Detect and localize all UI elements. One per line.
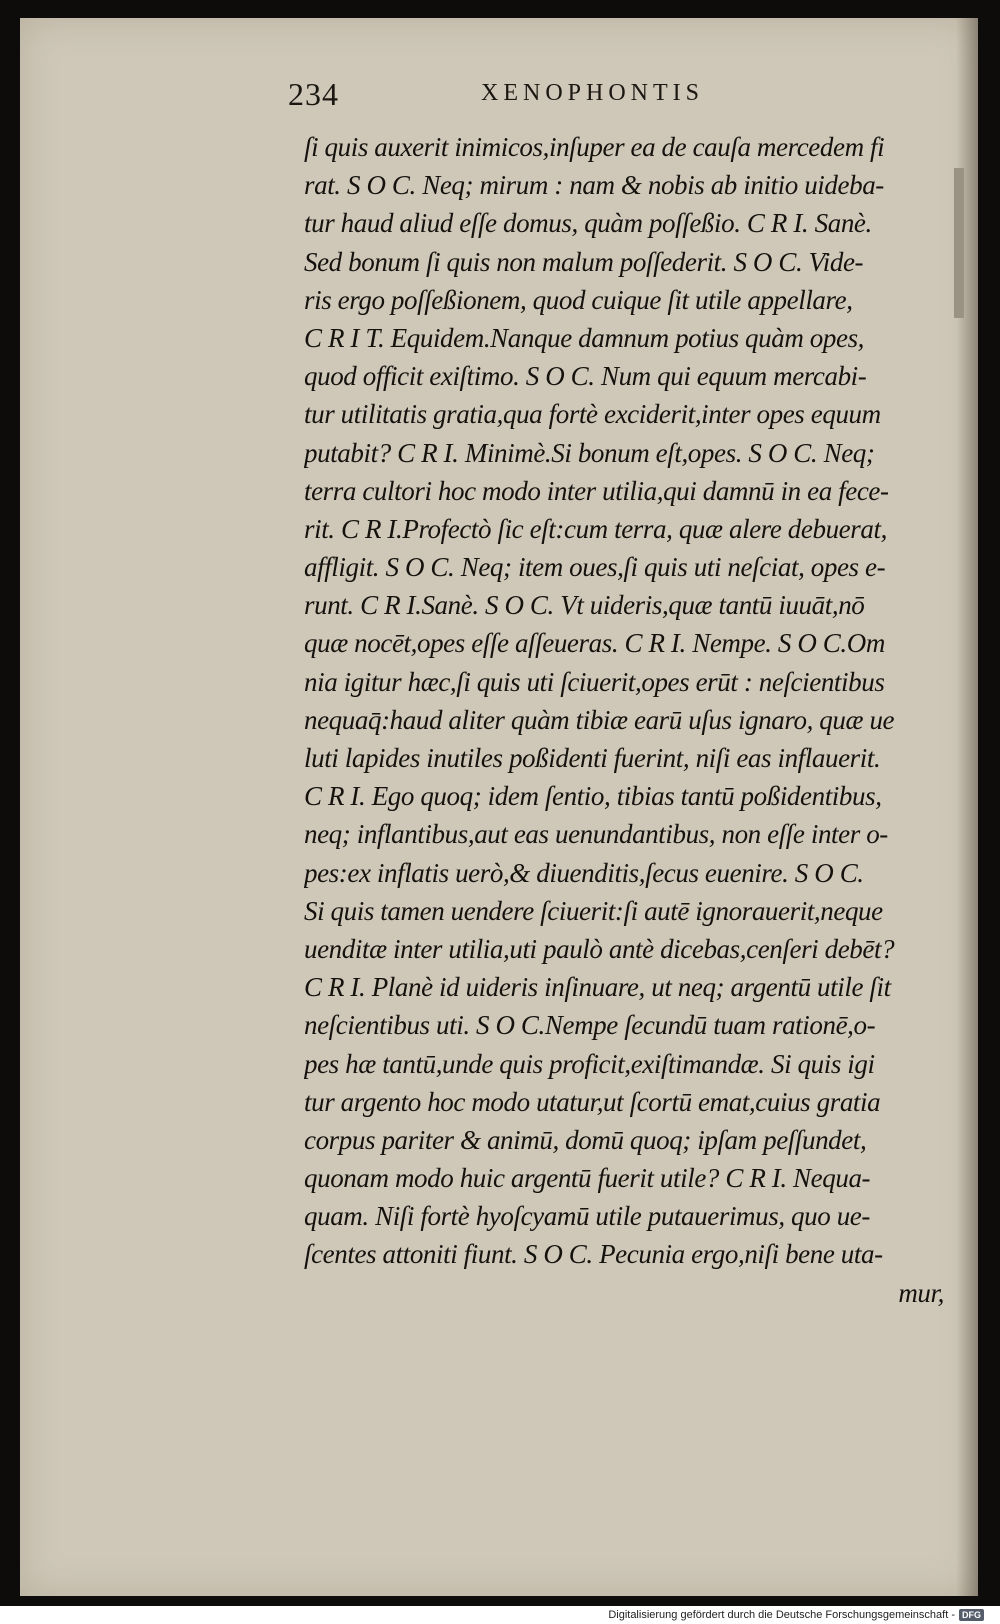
text-line: nia igitur hæc,ſi quis uti ſciuerit,opes erūt : neſcientibus bbox=[304, 666, 885, 697]
text-line: nequaq̄:haud aliter quàm tibiæ earū uſus ignaro, quæ ue bbox=[304, 704, 895, 735]
digitization-footer bbox=[608, 1607, 984, 1623]
text-line: pes hæ tantū,unde quis proficit,exiſtimandæ. Si quis igi bbox=[304, 1048, 875, 1079]
text-line: C R I T. Equidem.Nanque damnum potius quàm opes, bbox=[304, 322, 865, 353]
text-line: quæ nocēt,opes eſſe aſſeueras. C R I. Nempe. S O C.Om bbox=[304, 628, 885, 659]
text-line: quam. Niſi fortè hyoſcyamū utile putauerimus, quo ue- bbox=[304, 1201, 870, 1232]
text-line: runt. C R I.Sanè. S O C. Vt uideris,quæ tantū iuuāt,nō bbox=[304, 590, 865, 621]
text-line: ris ergo poſſeßionem, quod cuique ſit utile appellare, bbox=[304, 284, 853, 315]
page-number: 234 bbox=[288, 76, 339, 112]
text-line: corpus pariter & animū, domū quoq; ipſam peſſundet, bbox=[304, 1124, 867, 1155]
text-line: rit. C R I.Profectò ſic eſt:cum terra, quæ alere debuerat, bbox=[304, 513, 887, 544]
running-title: XENOPHONTIS bbox=[481, 80, 704, 106]
text-line: quonam modo huic argentū fuerit utile? C R I. Nequa- bbox=[304, 1163, 871, 1194]
page-header bbox=[288, 76, 988, 116]
dfg-logo-icon: DFG bbox=[959, 1609, 984, 1621]
text-line: rat. S O C. Neq; mirum : nam & nobis ab initio uideba- bbox=[304, 170, 884, 201]
text-line: tur utilitatis gratia,qua fortè exciderit,inter opes equum bbox=[304, 399, 881, 430]
text-line: affligit. S O C. Neq; item oues,ſi quis uti neſciat, opes e- bbox=[304, 552, 886, 583]
text-line: C R I. Planè id uideris inſinuare, ut neq; argentū utile ſit bbox=[304, 972, 891, 1003]
text-line: C R I. Ego quoq; idem ſentio, tibias tantū poßidentibus, bbox=[304, 781, 882, 812]
text-line: quod officit exiſtimo. S O C. Num qui equum mercabi- bbox=[304, 361, 867, 392]
text-line: tur argento hoc modo utatur,ut ſcortū emat,cuius gratia bbox=[304, 1086, 881, 1117]
text-line: ſcentes attoniti fiunt. S O C. Pecunia ergo,niſi bene uta- bbox=[304, 1239, 883, 1270]
footer-credit: Digitalisierung gefördert durch die Deutsche Forschungsgemeinschaft - bbox=[608, 1609, 955, 1621]
text-line: neſcientibus uti. S O C.Nempe ſecundū tuam rationē,o- bbox=[304, 1010, 876, 1041]
text-line: Si quis tamen uendere ſciuerit:ſi autē ignorauerit,neque bbox=[304, 895, 883, 926]
text-line: ſi quis auxerit inimicos,inſuper ea de cauſa mercedem fi bbox=[304, 132, 885, 162]
text-line: neq; inflantibus,aut eas uenundantibus, non eſſe inter o- bbox=[304, 819, 888, 850]
text-line: putabit? C R I. Minimè.Si bonum eſt,opes. S O C. Neq; bbox=[304, 437, 875, 468]
text-line: luti lapides inutiles poßidenti fuerint, niſi eas inflauerit. bbox=[304, 743, 881, 773]
body-text bbox=[304, 128, 964, 1312]
text-line: terra cultori hoc modo inter utilia,qui damnū in ea fece- bbox=[304, 475, 889, 506]
text-line: Sed bonum ſi quis non malum poſſederit. S O C. Vide- bbox=[304, 246, 864, 277]
text-line: tur haud aliud eſſe domus, quàm poſſeßio. C R I. Sanè. bbox=[304, 208, 872, 239]
text-line: pes:ex inflatis uerò,& diuenditis,ſecus euenire. S O C. bbox=[304, 857, 864, 888]
text-line: uenditæ inter utilia,uti paulò antè dicebas,cenſeri debēt? bbox=[304, 933, 895, 964]
catchword: mur, bbox=[898, 1277, 944, 1308]
